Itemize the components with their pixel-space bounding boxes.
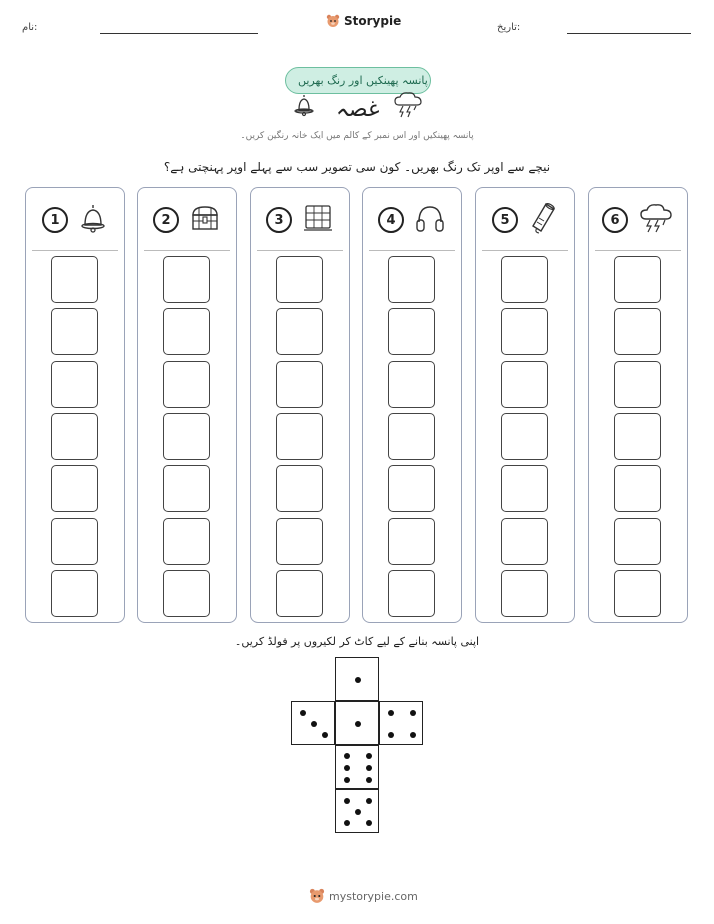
die-pip [366,753,372,759]
color-box[interactable] [614,465,661,512]
die-pip [344,820,350,826]
die-pip [311,721,317,727]
brand-name: Storypie [344,14,402,28]
title-pill: پانسہ پھینکیں اور رنگ بھریں [285,67,431,94]
die-pip [410,710,416,716]
column-header [589,200,687,240]
column-divider [595,250,681,251]
bear-mascot-icon [326,14,340,28]
scroll-icon [528,201,558,239]
dice-column-5 [475,187,575,623]
column-header [476,200,574,240]
date-label: تاریخ: [497,22,521,33]
color-box[interactable] [163,465,210,512]
color-box[interactable] [163,256,210,303]
die-face-3 [291,701,335,745]
bear-mascot-icon [309,888,325,904]
instruction-text: پانسہ پھینکیں اور اس نمبر کے کالم میں ایک خانہ رنگین کریں۔ [240,131,474,141]
color-box[interactable] [388,465,435,512]
color-box[interactable] [388,413,435,460]
footer [309,888,418,904]
dice-column-6 [588,187,688,623]
question-text: نیچے سے اوپر تک رنگ بھریں۔ کون سی تصویر سب سے پہلے اوپر پہنچتی ہے؟ [163,160,551,174]
date-line[interactable] [567,33,691,34]
die-pip [344,798,350,804]
die-face-1 [335,657,379,701]
name-line[interactable] [100,33,258,34]
color-box[interactable] [276,361,323,408]
color-box[interactable] [614,361,661,408]
color-box[interactable] [163,518,210,565]
color-box[interactable] [276,465,323,512]
dice-column-1 [25,187,125,623]
die-pip [410,732,416,738]
color-box[interactable] [276,256,323,303]
color-box[interactable] [614,308,661,355]
brand-logo [326,14,401,28]
color-box[interactable] [163,308,210,355]
column-header [363,200,461,240]
storm-cloud-icon [638,202,674,238]
color-box[interactable] [501,361,548,408]
die-pip [366,777,372,783]
die-pip [355,677,361,683]
color-box[interactable] [276,308,323,355]
color-box[interactable] [163,361,210,408]
die-pip [322,732,328,738]
storm-cloud-icon [392,90,424,122]
color-box[interactable] [614,570,661,617]
column-divider [369,250,455,251]
color-box[interactable] [388,361,435,408]
die-pip [300,710,306,716]
color-box[interactable] [614,518,661,565]
column-header [26,200,124,240]
treasure-chest-icon [189,203,221,237]
die-face-6 [335,745,379,789]
column-number: 2 [153,207,179,233]
color-box[interactable] [51,570,98,617]
color-box[interactable] [614,256,661,303]
color-box[interactable] [388,308,435,355]
die-pip [366,798,372,804]
color-box[interactable] [51,308,98,355]
column-number: 3 [266,207,292,233]
dice-column-2 [137,187,237,623]
column-header [251,200,349,240]
color-box[interactable] [51,256,98,303]
headphones-icon [414,202,446,238]
die-pip [355,721,361,727]
die-pip [388,732,394,738]
footer-site[interactable]: mystorypie.com [329,889,418,903]
die-pip [355,809,361,815]
name-label: نام: [22,22,38,33]
color-box[interactable] [276,570,323,617]
bell-icon [78,202,108,238]
die-pip [344,765,350,771]
window-icon [302,203,334,237]
column-header [138,200,236,240]
die-pip [344,753,350,759]
die-pip [366,820,372,826]
color-box[interactable] [163,570,210,617]
die-face-1 [335,701,379,745]
column-number: 4 [378,207,404,233]
die-pip [344,777,350,783]
color-box[interactable] [501,413,548,460]
color-box[interactable] [501,308,548,355]
color-box[interactable] [276,413,323,460]
bell-icon [291,92,317,122]
color-box[interactable] [388,256,435,303]
column-divider [144,250,230,251]
column-divider [482,250,568,251]
color-box[interactable] [388,570,435,617]
die-instruction: اپنی پانسہ بنانے کے لیے کاٹ کر لکیروں پر فولڈ کریں۔ [234,635,480,648]
die-face-5 [335,789,379,833]
column-number: 6 [602,207,628,233]
color-box[interactable] [163,413,210,460]
column-divider [32,250,118,251]
color-box[interactable] [51,361,98,408]
color-box[interactable] [501,256,548,303]
color-box[interactable] [501,465,548,512]
column-divider [257,250,343,251]
die-face-4 [379,701,423,745]
die-pip [388,710,394,716]
dice-column-4 [362,187,462,623]
color-box[interactable] [276,518,323,565]
dice-column-3 [250,187,350,623]
column-number: 5 [492,207,518,233]
color-box[interactable] [51,413,98,460]
color-box[interactable] [51,518,98,565]
color-box[interactable] [614,413,661,460]
color-box[interactable] [388,518,435,565]
die-pip [366,765,372,771]
color-box[interactable] [501,518,548,565]
color-box[interactable] [501,570,548,617]
emotion-word: غصہ [336,97,380,122]
column-number: 1 [42,207,68,233]
color-box[interactable] [51,465,98,512]
